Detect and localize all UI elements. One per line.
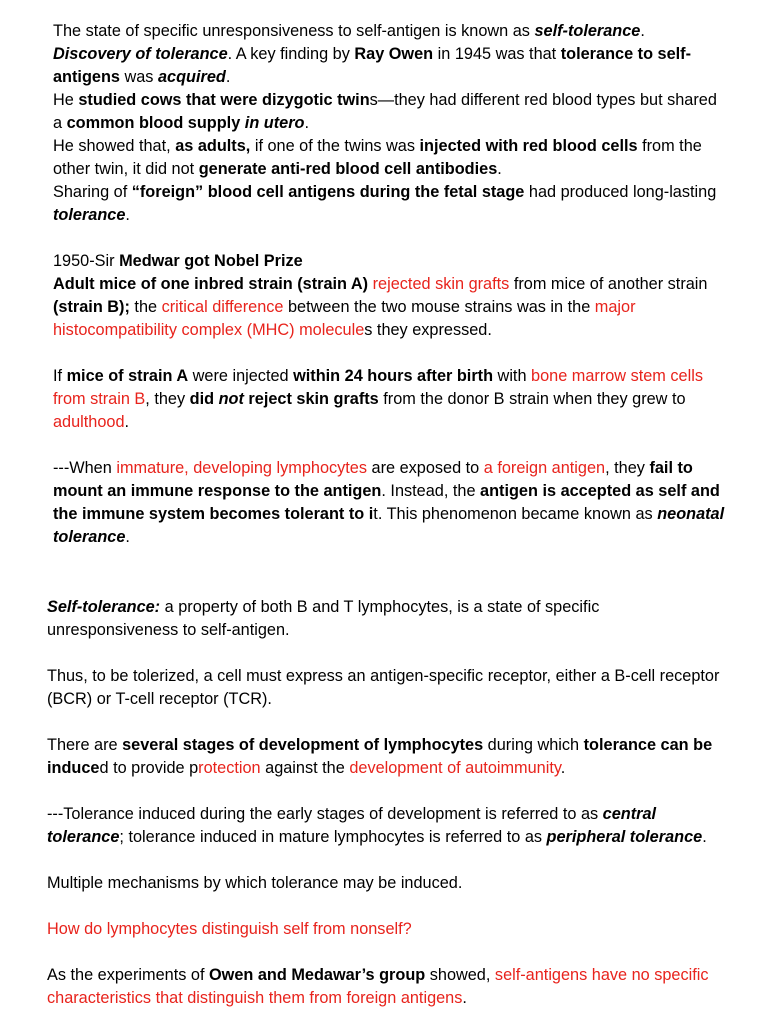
paragraph-mechanisms: Multiple mechanisms by which tolerance may be induced.: [47, 874, 463, 892]
paragraph-owen-medawar-conclusion: As the experiments of Owen and Medawar’s group showed, self-antigens have no specific characteristics that distinguish them from foreign antigens.: [47, 966, 709, 1007]
paragraph-self-tolerance-intro: The state of specific unresponsiveness to self-antigen is known as self-tolerance. Discovery of tolerance. A key finding by Ray Owen in 1945 was that tolerance to self-antigens was acquired.: [53, 22, 692, 86]
paragraph-medawar-nobel: 1950-Sir Medwar got Nobel Prize: [53, 252, 303, 270]
section-self-tolerance: [47, 596, 731, 1010]
paragraph-tolerization-receptor: Thus, to be tolerized, a cell must express an antigen-specific receptor, either a B-cell receptor (BCR) or T-cell receptor (TCR).: [47, 667, 720, 708]
paragraph-fetal-sharing: Sharing of “foreign” blood cell antigens during the fetal stage had produced long-lasting tolerance.: [53, 183, 717, 224]
paragraph-bone-marrow-injection: If mice of strain A were injected within 24 hours after birth with bone marrow stem cells from strain B, they did not reject skin grafts from the donor B strain when they grew to adulthood.: [53, 367, 703, 431]
paragraph-development-stages: There are several stages of development of lymphocytes during which tolerance can be induced to provide protection against the development of autoimmunity.: [47, 736, 713, 777]
paragraph-self-tolerance-definition: Self-tolerance: a property of both B and T lymphocytes, is a state of specific unresponsiveness to self-antigen.: [47, 598, 600, 639]
question-self-nonself: How do lymphocytes distinguish self from nonself?: [47, 920, 412, 938]
paragraph-skin-grafts: Adult mice of one inbred strain (strain A) rejected skin grafts from mice of another strain (strain B); the critical difference between the two mouse strains was in the major histocompatibility complex (MHC) molecules they expressed.: [53, 275, 708, 339]
paragraph-neonatal-tolerance: ---When immature, developing lymphocytes are exposed to a foreign antigen, they fail to mount an immune response to the antigen. Instead, the antigen is accepted as self and the immune system becomes tolerant to it. This phenomenon became known as neonatal tolerance.: [53, 459, 725, 546]
section-owen-medawar: [53, 20, 725, 549]
paragraph-twin-injection: He showed that, as adults, if one of the twins was injected with red blood cells from the other twin, it did not generate anti-red blood cell antibodies.: [53, 137, 702, 178]
paragraph-dizygotic-twins: He studied cows that were dizygotic twins—they had different red blood types but shared a common blood supply in utero.: [53, 91, 717, 132]
paragraph-central-peripheral: ---Tolerance induced during the early stages of development is referred to as central tolerance; tolerance induced in mature lymphocytes is referred to as peripheral tolerance.: [47, 805, 707, 846]
